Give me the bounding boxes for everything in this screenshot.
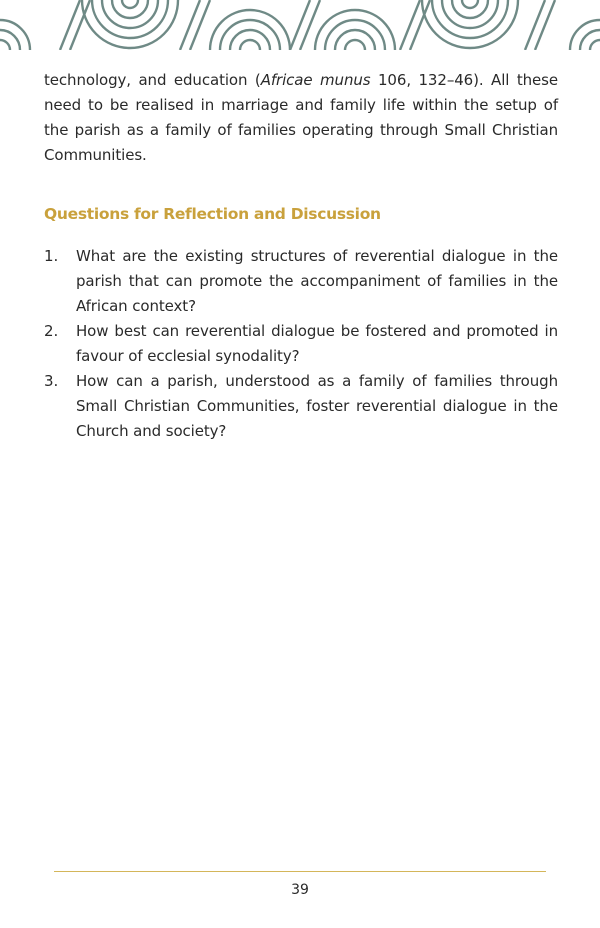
question-text: How can a parish, understood as a family of families through Small Christian Communities, foster reverential dialogue in the Church and society? <box>76 372 558 440</box>
page-content <box>44 68 558 444</box>
intro-text-end: 106, 132–46). All these need to be realised in marriage and family life within the setup of the parish as a family of families operating through Small Christian Communities. <box>44 71 558 164</box>
section-heading: Questions for Reflection and Discussion <box>44 205 381 223</box>
pattern-arch-1 <box>0 20 30 50</box>
pattern-circle-right <box>422 0 518 48</box>
questions-list <box>44 244 558 444</box>
intro-paragraph <box>44 68 558 168</box>
question-number: 3. <box>44 372 59 390</box>
question-text: What are the existing structures of reverential dialogue in the parish that can promote the accompaniment of families in the African context? <box>76 247 558 315</box>
pattern-arch-4 <box>570 20 600 50</box>
pattern-arch-3 <box>315 10 395 50</box>
page-number: 39 <box>291 882 309 898</box>
question-item <box>44 369 558 444</box>
question-item <box>44 319 558 369</box>
question-text: How best can reverential dialogue be fostered and promoted in favour of ecclesial synodality? <box>76 322 558 365</box>
header-wave-pattern <box>0 0 600 50</box>
intro-text-start: technology, and education ( <box>44 71 261 89</box>
question-number: 1. <box>44 247 59 265</box>
footer-divider <box>54 871 546 872</box>
pattern-arch-2 <box>210 10 290 50</box>
intro-italic-title: Africae munus <box>260 71 371 89</box>
question-number: 2. <box>44 322 59 340</box>
pattern-circle-left <box>82 0 178 48</box>
question-item <box>44 244 558 319</box>
